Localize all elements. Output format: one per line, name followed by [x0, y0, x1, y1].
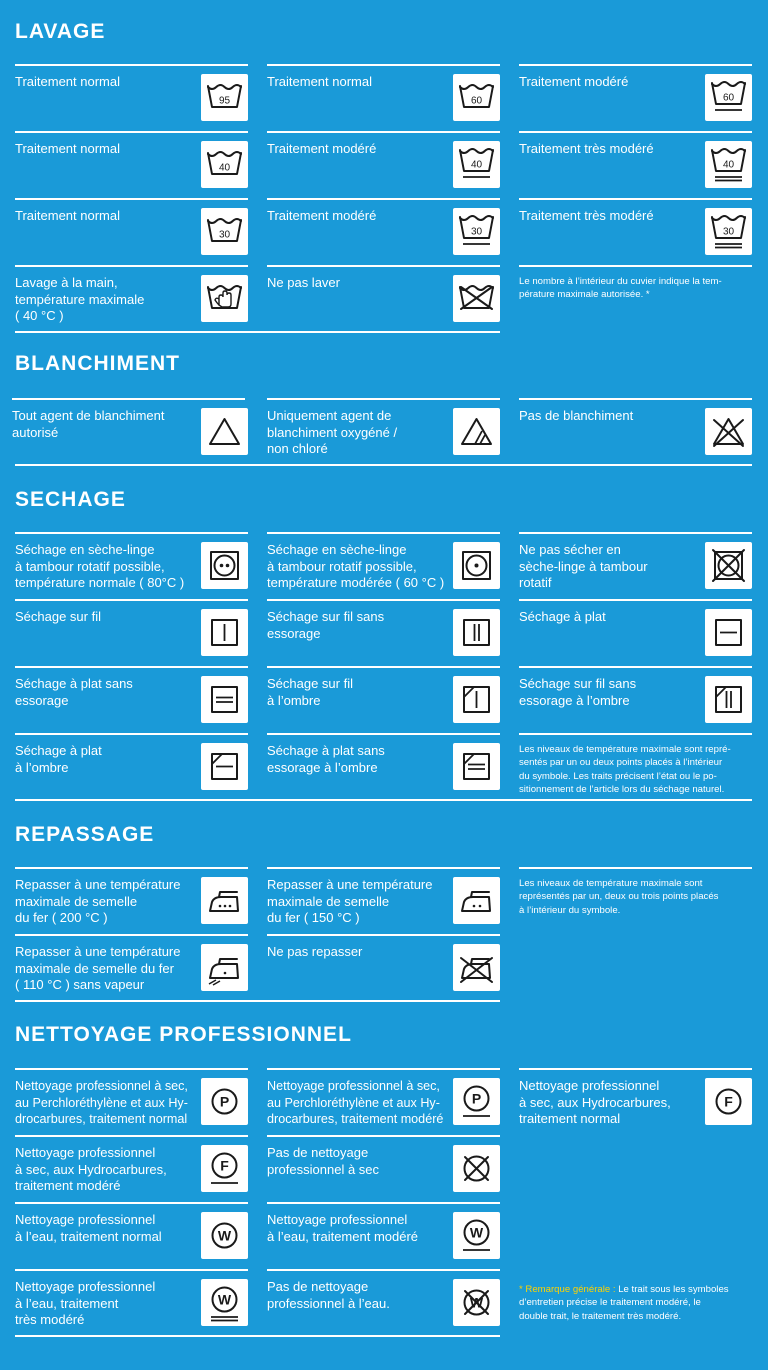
info-note	[519, 265, 752, 331]
care-item	[15, 198, 248, 264]
temperature-label: 30	[722, 226, 735, 238]
temperature-label: 30	[470, 226, 483, 238]
care-item	[519, 599, 752, 665]
cleaning-letter: F	[220, 1157, 229, 1174]
washtub-icon	[201, 208, 248, 255]
iron-no-steam-icon	[201, 944, 248, 991]
care-label: Uniquement agent de blanchiment oxygéné / non chloré	[267, 408, 398, 456]
flat-dry-icon	[705, 609, 752, 656]
care-item	[15, 532, 248, 598]
care-item	[519, 532, 752, 598]
note-text: Les niveaux de température maximale sont repré- sentés par un ou deux points placés à l’intérieur du symbole. Les traits précisent l’état ou le po- sitionnement de l’article lors du séchage naturel.	[519, 744, 731, 796]
care-label: Séchage en sèche-linge à tambour rotatif possible, température normale ( 80°C )	[15, 542, 185, 590]
care-label: Séchage sur fil sans essorage	[267, 609, 385, 641]
oxygen-bleach-triangle-icon	[453, 408, 500, 455]
care-label: Ne pas laver	[267, 275, 340, 290]
care-label: Lavage à la main, température maximale ( 40 °C )	[15, 275, 145, 323]
care-item	[519, 131, 752, 197]
care-item	[267, 1135, 500, 1201]
care-label: Nettoyage professionnel à sec, aux Hydrocarbures, traitement modéré	[15, 1145, 167, 1193]
wet-clean-icon	[453, 1212, 500, 1259]
iron-icon	[453, 877, 500, 924]
divider	[15, 1335, 500, 1337]
washtub-icon	[705, 208, 752, 255]
section-title-lavage: LAVAGE	[15, 20, 106, 43]
lavage-row-2	[0, 131, 768, 197]
care-label: Pas de blanchiment	[519, 408, 634, 423]
care-label: Nettoyage professionnel à sec, au Perchloréthylène et aux Hy- drocarbures, traitement modéré	[267, 1079, 444, 1126]
care-item	[267, 1202, 500, 1268]
triangle-icon	[201, 408, 248, 455]
care-item	[15, 867, 248, 933]
care-label: Séchage sur fil à l’ombre	[267, 676, 353, 708]
washtub-icon	[705, 74, 752, 121]
care-item	[15, 1068, 248, 1134]
care-item	[267, 934, 500, 1000]
care-label: Traitement modéré	[519, 74, 629, 89]
note-text: Le nombre à l’intérieur du cuvier indique la tem- pérature maximale autorisée. *	[519, 276, 722, 301]
blanchiment-row-1	[0, 398, 768, 464]
care-item	[519, 666, 752, 732]
drip-line-dry-icon	[453, 609, 500, 656]
care-label: Traitement normal	[15, 74, 120, 89]
care-item	[267, 599, 500, 665]
care-item	[15, 666, 248, 732]
washtub-icon	[453, 74, 500, 121]
care-label: Séchage à plat	[519, 609, 606, 624]
general-note	[519, 1283, 755, 1323]
care-label: Traitement normal	[15, 141, 120, 156]
care-item	[519, 64, 752, 130]
care-label: Séchage à plat à l’ombre	[15, 743, 102, 775]
section-title-repassage: REPASSAGE	[15, 823, 155, 846]
care-item	[267, 532, 500, 598]
divider	[15, 464, 752, 466]
tumble-dry-icon	[201, 542, 248, 589]
care-label: Traitement modéré	[267, 141, 377, 156]
care-label: Repasser à une température maximale de semelle du fer ( 200 °C )	[15, 877, 181, 925]
divider	[15, 331, 500, 333]
info-note	[519, 1269, 752, 1335]
washtub-icon	[453, 141, 500, 188]
lavage-row-3	[0, 198, 768, 264]
cleaning-letter: P	[471, 1090, 482, 1107]
care-label: Traitement très modéré	[519, 141, 654, 156]
care-item	[267, 64, 500, 130]
care-label: Nettoyage professionnel à l’eau, traitement très modéré	[15, 1279, 156, 1327]
cleaning-letter: W	[217, 1227, 232, 1244]
care-item	[15, 1269, 248, 1335]
section-title-nettoyage: NETTOYAGE PROFESSIONNEL	[15, 1023, 352, 1046]
care-item	[15, 131, 248, 197]
washtub-icon	[201, 74, 248, 121]
divider	[15, 799, 752, 801]
care-label: Nettoyage professionnel à l’eau, traitement normal	[15, 1212, 162, 1244]
care-item	[267, 265, 500, 331]
care-item	[12, 398, 245, 464]
care-item	[267, 131, 500, 197]
care-item	[15, 64, 248, 130]
care-label: Nettoyage professionnel à sec, au Perchloréthylène et aux Hy- drocarbures, traitement normal	[15, 1079, 188, 1126]
drip-flat-dry-shade-icon	[453, 743, 500, 790]
wet-clean-icon	[201, 1279, 248, 1326]
professional-clean-p-icon	[453, 1078, 500, 1125]
no-tumble-dry-icon	[705, 542, 752, 589]
sechage-row-2	[0, 599, 768, 665]
care-label: Séchage sur fil sans essorage à l’ombre	[519, 676, 637, 708]
care-label: Traitement normal	[15, 208, 120, 223]
care-label: Pas de nettoyage professionnel à sec	[267, 1145, 380, 1177]
care-label: Séchage sur fil	[15, 609, 101, 624]
washtub-icon	[453, 208, 500, 255]
care-item	[267, 1269, 500, 1335]
care-label: Traitement modéré	[267, 208, 377, 223]
care-label: Repasser à une température maximale de semelle du fer ( 150 °C )	[267, 877, 433, 925]
tumble-dry-icon	[453, 542, 500, 589]
wet-clean-icon	[201, 1212, 248, 1259]
care-label: Séchage en sèche-linge à tambour rotatif possible, température modérée ( 60 °C )	[267, 542, 445, 590]
divider	[15, 1000, 500, 1002]
temperature-label: 40	[218, 162, 231, 174]
temperature-label: 60	[722, 92, 735, 104]
info-note	[519, 733, 752, 799]
note-text: Les niveaux de température maximale sont représentés par un, deux ou trois points placés à l’intérieur du symbole.	[519, 878, 719, 916]
info-note	[519, 867, 752, 933]
line-dry-icon	[201, 609, 248, 656]
care-item	[15, 934, 248, 1000]
no-dry-clean-icon	[453, 1145, 500, 1192]
temperature-label: 60	[470, 95, 483, 107]
care-item	[519, 198, 752, 264]
cleaning-letter: W	[469, 1294, 484, 1311]
temperature-label: 40	[722, 159, 735, 171]
sechage-row-3	[0, 666, 768, 732]
nettoyage-row-1	[0, 1068, 768, 1134]
repassage-row-1	[0, 867, 768, 933]
drip-flat-dry-icon	[201, 676, 248, 723]
care-label: Séchage à plat sans essorage	[15, 676, 133, 708]
care-label: Nettoyage professionnel à sec, aux Hydrocarbures, traitement normal	[519, 1078, 671, 1126]
general-note-text: Le trait sous les symboles d’entretien précise le traitement modéré, le double trait, le traitement très modéré.	[519, 1284, 729, 1322]
temperature-label: 95	[218, 95, 231, 107]
care-label: Traitement normal	[267, 74, 372, 89]
care-item	[267, 666, 500, 732]
temperature-label: 30	[218, 229, 231, 241]
do-not-iron-icon	[453, 944, 500, 991]
care-item	[267, 867, 500, 933]
care-item	[15, 733, 248, 799]
section-title-sechage: SECHAGE	[15, 488, 126, 511]
hand-wash-icon	[201, 275, 248, 322]
care-label: Repasser à une température maximale de semelle du fer ( 110 °C ) sans vapeur	[15, 944, 181, 992]
flat-dry-shade-icon	[201, 743, 248, 790]
washtub-icon	[201, 141, 248, 188]
repassage-row-2	[0, 934, 768, 1000]
care-item	[519, 1068, 752, 1134]
care-item	[267, 198, 500, 264]
care-item	[267, 1068, 500, 1134]
section-title-blanchiment: BLANCHIMENT	[15, 352, 180, 375]
nettoyage-row-4	[0, 1269, 768, 1335]
care-item	[15, 599, 248, 665]
nettoyage-row-3	[0, 1202, 768, 1268]
general-note-label: * Remarque générale :	[519, 1284, 616, 1295]
lavage-row-1	[0, 64, 768, 130]
care-item	[519, 398, 752, 464]
care-label: Ne pas repasser	[267, 944, 363, 959]
professional-clean-f-icon	[705, 1078, 752, 1125]
iron-icon	[201, 877, 248, 924]
care-item	[267, 733, 500, 799]
professional-clean-f-icon	[201, 1145, 248, 1192]
cleaning-letter: P	[219, 1093, 230, 1110]
no-wet-clean-icon	[453, 1279, 500, 1326]
cleaning-letter: W	[469, 1224, 484, 1241]
care-label: Séchage à plat sans essorage à l’ombre	[267, 743, 385, 775]
care-label: Ne pas sécher en sèche-linge à tambour rotatif	[519, 542, 648, 590]
care-label: Traitement très modéré	[519, 208, 654, 223]
nettoyage-row-2	[0, 1135, 768, 1201]
cleaning-letter: W	[217, 1291, 232, 1308]
sechage-row-1	[0, 532, 768, 598]
professional-clean-p-icon	[201, 1078, 248, 1125]
drip-line-dry-shade-icon	[705, 676, 752, 723]
sechage-row-4	[0, 733, 768, 799]
care-item	[15, 1135, 248, 1201]
care-label: Nettoyage professionnel à l’eau, traitement modéré	[267, 1212, 419, 1244]
care-item	[267, 398, 500, 464]
care-item	[15, 1202, 248, 1268]
care-label: Tout agent de blanchiment autorisé	[12, 408, 165, 440]
care-label: Pas de nettoyage professionnel à l’eau.	[267, 1279, 390, 1311]
do-not-wash-icon	[453, 275, 500, 322]
washtub-icon	[705, 141, 752, 188]
temperature-label: 40	[470, 159, 483, 171]
line-dry-shade-icon	[453, 676, 500, 723]
lavage-row-4	[0, 265, 768, 331]
care-item	[15, 265, 248, 331]
cleaning-letter: F	[724, 1093, 733, 1110]
no-bleach-icon	[705, 408, 752, 455]
